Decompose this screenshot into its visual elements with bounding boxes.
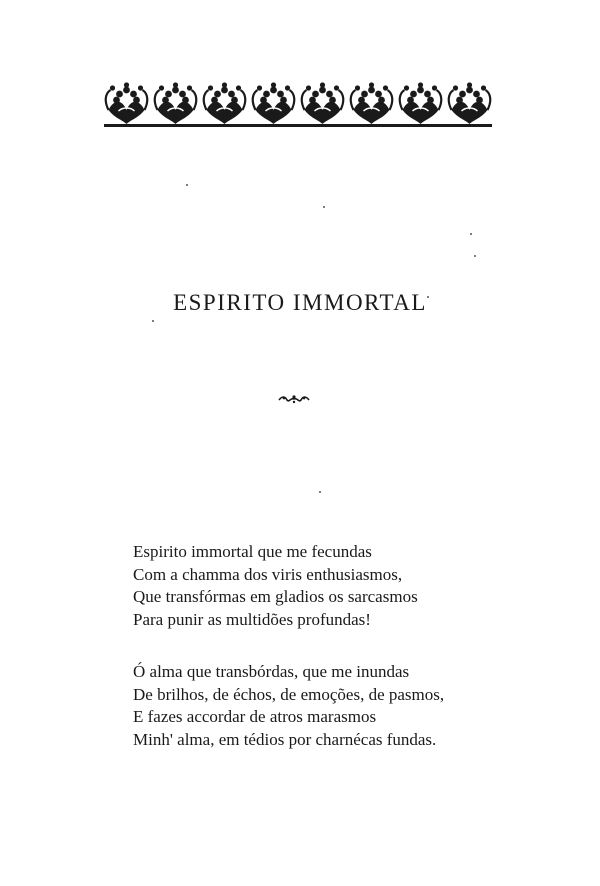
- poem-title: ESPIRITO IMMORTAL: [173, 290, 427, 315]
- poem-line: Que transfórmas em gladios os sarcasmos: [133, 587, 418, 606]
- floral-motif: [302, 82, 344, 124]
- poem-line: Com a chamma dos viris enthusiasmos,: [133, 564, 403, 584]
- poem-stanza: [133, 661, 444, 751]
- poem-line: Ó alma que transbórdas, que me inundas: [133, 662, 410, 681]
- fleuron-divider-icon: [277, 393, 311, 405]
- print-speck: [323, 206, 325, 208]
- poem-line: De brilhos, de échos, de emoções, de pasmos,: [133, 684, 445, 704]
- floral-motif: [449, 82, 491, 124]
- poem-line: Para punir as multidões profundas!: [133, 609, 371, 629]
- floral-header-ornament: [102, 80, 494, 128]
- floral-motif: [351, 82, 393, 124]
- floral-motif: [204, 82, 246, 124]
- poem-line: Espirito immortal que me fecundas: [133, 542, 372, 561]
- poem-line: Minh' alma, em tédios por charnécas fundas.: [133, 729, 437, 749]
- floral-motif: [400, 82, 442, 124]
- poem-stanza: [133, 541, 418, 631]
- floral-motif: [155, 82, 197, 124]
- poem-line: E fazes accordar de atros marasmos: [133, 707, 377, 726]
- print-speck: [470, 233, 472, 235]
- print-speck: [474, 255, 476, 257]
- print-speck: [319, 491, 321, 493]
- print-speck: [186, 184, 188, 186]
- floral-motif: [106, 82, 148, 124]
- ornament-base-rule: [104, 124, 492, 127]
- floral-motif: [253, 82, 295, 124]
- print-speck: [152, 320, 154, 322]
